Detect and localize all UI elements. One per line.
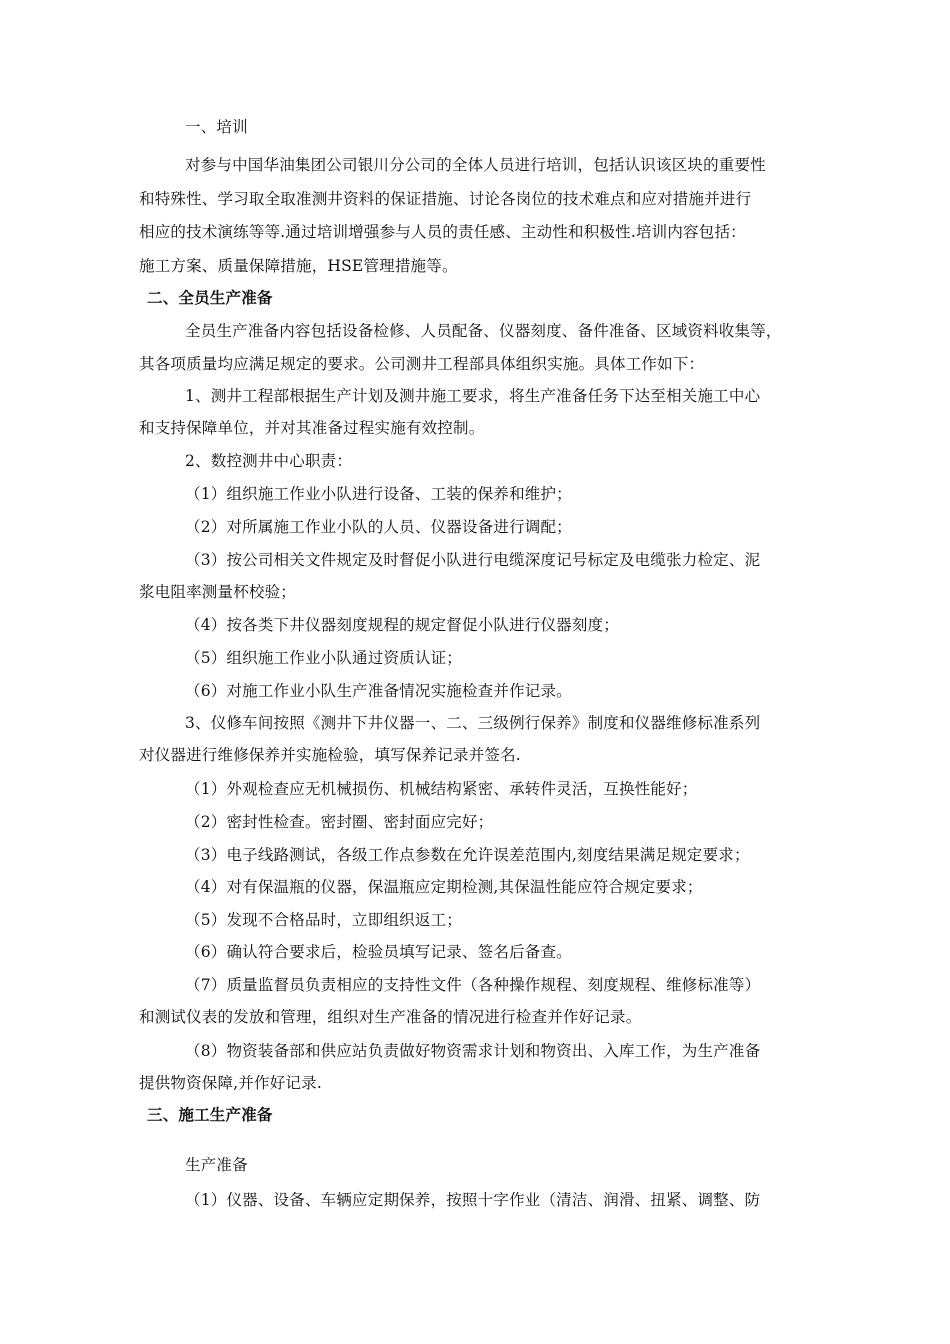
paragraph-line: 1、测井工程部根据生产计划及测井施工要求，将生产准备任务下达至相关施工中心 — [185, 387, 761, 405]
paragraph-line: 对参与中国华油集团公司银川分公司的全体人员进行培训，包括认识该区块的重要性 — [185, 156, 766, 174]
paragraph-line: 提供物资保障,并作好记录. — [139, 1074, 322, 1092]
list-item: （1）组织施工作业小队进行设备、工装的保养和维护； — [185, 485, 572, 503]
list-item: （2）对所属施工作业小队的人员、仪器设备进行调配； — [185, 518, 572, 536]
section-heading-construction-preparation: 三、施工生产准备 — [147, 1106, 273, 1124]
list-item: （4）对有保温瓶的仪器，保温瓶应定期检测,其保温性能应符合规定要求； — [185, 878, 703, 896]
list-item: （4）按各类下井仪器刻度规程的规定督促小队进行仪器刻度； — [185, 616, 619, 634]
list-item: （1）外观检查应无机械损伤、机械结构紧密、承转件灵活，互换性能好； — [185, 780, 698, 798]
paragraph-line: 对仪器进行维修保养并实施检验，填写保养记录并签名. — [139, 746, 521, 764]
paragraph-line: 其各项质量均应满足规定的要求。公司测井工程部具体组织实施。具体工作如下： — [139, 355, 705, 373]
list-item: （8）物资装备部和供应站负责做好物资需求计划和物资出、入库工作，为生产准备 — [185, 1042, 761, 1060]
paragraph-line: 3、仪修车间按照《测井下井仪器一、二、三级例行保养》制度和仪器维修标准系列 — [185, 714, 761, 732]
section-heading-staff-preparation: 二、全员生产准备 — [147, 289, 273, 307]
paragraph-line: 和测试仪表的发放和管理，组织对生产准备的情况进行检查并作好记录。 — [139, 1008, 642, 1026]
list-item: （6）确认符合要求后，检验员填写记录、签名后备查。 — [185, 943, 572, 961]
list-item: （3）按公司相关文件规定及时督促小队进行电缆深度记号标定及电缆张力检定、泥 — [185, 551, 761, 569]
paragraph-line: 2、数控测井中心职责： — [185, 452, 353, 470]
paragraph-line: 和特殊性、学习取全取准测井资料的保证措施、讨论各岗位的技术难点和应对措施并进行 — [139, 190, 752, 208]
paragraph-line: 施工方案、质量保障措施，HSE管理措施等。 — [139, 257, 458, 275]
list-item: （3）电子线路测试，各级工作点参数在允许误差范围内,刻度结果满足规定要求； — [185, 846, 750, 864]
paragraph-line: 全员生产准备内容包括设备检修、人员配备、仪器刻度、备件准备、区域资料收集等， — [185, 322, 782, 340]
list-item: （2）密封性检查。密封圈、密封面应完好； — [185, 813, 494, 831]
paragraph-line: 相应的技术演练等等.通过培训增强参与人员的责任感、主动性和积极性.培训内容包括： — [139, 223, 746, 241]
list-item: （5）发现不合格品时，立即组织返工； — [185, 911, 462, 929]
list-item: （1）仪器、设备、车辆应定期保养，按照十字作业（清洁、润滑、扭紧、调整、防 — [185, 1191, 761, 1209]
list-item: （7）质量监督员负责相应的支持性文件（各种操作规程、刻度规程、维修标准等） — [185, 976, 761, 994]
list-item: （5）组织施工作业小队通过资质认证； — [185, 649, 462, 667]
subheading: 生产准备 — [185, 1156, 248, 1174]
section-heading-training: 一、培训 — [185, 118, 248, 136]
list-item: （6）对施工作业小队生产准备情况实施检查并作记录。 — [185, 682, 572, 700]
paragraph-line: 浆电阻率测量杯校验； — [139, 583, 297, 601]
paragraph-line: 和支持保障单位，并对其准备过程实施有效控制。 — [139, 419, 485, 437]
